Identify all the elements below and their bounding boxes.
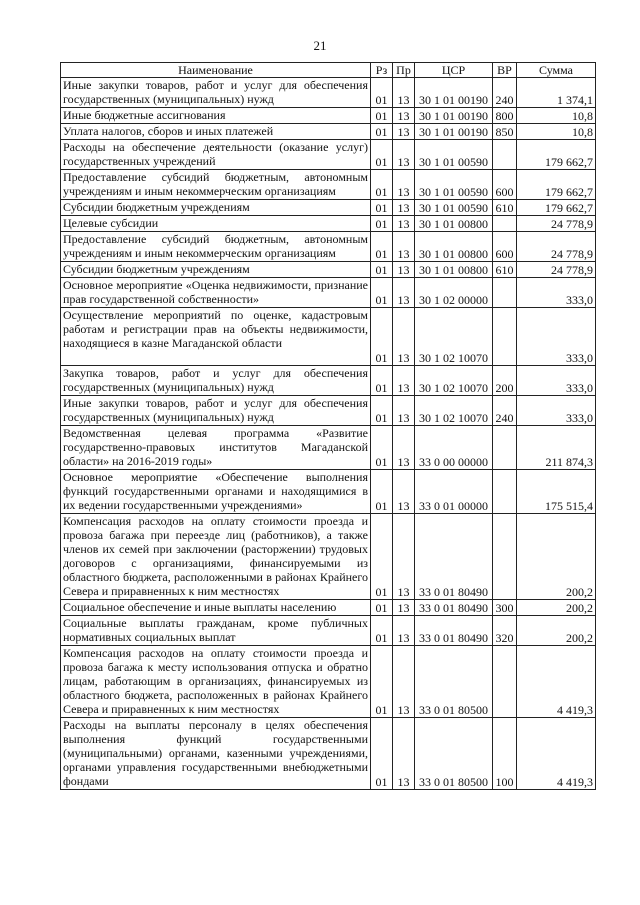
row-sum-cell: 24 778,9 bbox=[517, 232, 596, 262]
row-name-cell: Осуществление мероприятий по оценке, кадастровым работам и регистрации прав на объекты недвижимости, находящиеся в казне Магаданской области bbox=[61, 308, 371, 366]
row-sum-cell: 10,8 bbox=[517, 124, 596, 140]
row-pr-cell: 13 bbox=[393, 124, 415, 140]
table-row bbox=[61, 278, 596, 308]
row-vr-cell bbox=[493, 140, 517, 170]
row-rz-cell: 01 bbox=[371, 514, 393, 600]
table-row bbox=[61, 232, 596, 262]
row-csr-cell: 33 0 01 00000 bbox=[415, 470, 493, 514]
header-row bbox=[61, 63, 596, 78]
row-sum-cell: 179 662,7 bbox=[517, 140, 596, 170]
row-pr-cell: 13 bbox=[393, 308, 415, 366]
row-pr-cell: 13 bbox=[393, 514, 415, 600]
row-vr-cell: 850 bbox=[493, 124, 517, 140]
row-name-cell: Социальные выплаты гражданам, кроме публичных нормативных социальных выплат bbox=[61, 616, 371, 646]
row-pr-cell: 13 bbox=[393, 278, 415, 308]
row-csr-cell: 30 1 02 00000 bbox=[415, 278, 493, 308]
row-vr-cell: 600 bbox=[493, 170, 517, 200]
row-rz-cell: 01 bbox=[371, 470, 393, 514]
row-rz-cell: 01 bbox=[371, 600, 393, 616]
row-sum-cell: 4 419,3 bbox=[517, 646, 596, 718]
table-row bbox=[61, 140, 596, 170]
row-sum-cell: 333,0 bbox=[517, 278, 596, 308]
row-csr-cell: 30 1 01 00590 bbox=[415, 170, 493, 200]
row-name-cell: Субсидии бюджетным учреждениям bbox=[61, 262, 371, 278]
row-rz-cell: 01 bbox=[371, 426, 393, 470]
table-row bbox=[61, 646, 596, 718]
row-pr-cell: 13 bbox=[393, 108, 415, 124]
row-vr-cell: 610 bbox=[493, 262, 517, 278]
row-vr-cell: 240 bbox=[493, 78, 517, 108]
row-csr-cell: 33 0 01 80490 bbox=[415, 514, 493, 600]
row-rz-cell: 01 bbox=[371, 366, 393, 396]
row-pr-cell: 13 bbox=[393, 366, 415, 396]
row-csr-cell: 30 1 02 10070 bbox=[415, 308, 493, 366]
row-rz-cell: 01 bbox=[371, 78, 393, 108]
row-name-cell: Предоставление субсидий бюджетным, автономным учреждениям и иным некоммерческим организациям bbox=[61, 232, 371, 262]
row-pr-cell: 13 bbox=[393, 262, 415, 278]
row-vr-cell bbox=[493, 308, 517, 366]
table-row bbox=[61, 124, 596, 140]
row-csr-cell: 30 1 02 10070 bbox=[415, 396, 493, 426]
row-name-cell: Компенсация расходов на оплату стоимости проезда и провоза багажа при переезде лиц (работников), а также членов их семей при заключении (расторжении) трудовых договоров с организациями, финансируемыми из областного бюджета, расположенными в районах Крайнего Севера и приравненных к ним местностях bbox=[61, 514, 371, 600]
row-rz-cell: 01 bbox=[371, 200, 393, 216]
row-pr-cell: 13 bbox=[393, 616, 415, 646]
header-vr: ВР bbox=[493, 63, 517, 78]
row-sum-cell: 175 515,4 bbox=[517, 470, 596, 514]
row-pr-cell: 13 bbox=[393, 78, 415, 108]
row-sum-cell: 4 419,3 bbox=[517, 718, 596, 790]
row-csr-cell: 33 0 01 80500 bbox=[415, 718, 493, 790]
row-rz-cell: 01 bbox=[371, 308, 393, 366]
row-sum-cell: 200,2 bbox=[517, 514, 596, 600]
row-vr-cell: 320 bbox=[493, 616, 517, 646]
table-row bbox=[61, 366, 596, 396]
row-csr-cell: 33 0 01 80490 bbox=[415, 616, 493, 646]
row-sum-cell: 333,0 bbox=[517, 396, 596, 426]
table-row bbox=[61, 600, 596, 616]
row-csr-cell: 33 0 00 00000 bbox=[415, 426, 493, 470]
row-csr-cell: 33 0 01 80490 bbox=[415, 600, 493, 616]
table-row bbox=[61, 616, 596, 646]
row-rz-cell: 01 bbox=[371, 718, 393, 790]
row-sum-cell: 1 374,1 bbox=[517, 78, 596, 108]
row-csr-cell: 30 1 01 00590 bbox=[415, 140, 493, 170]
row-sum-cell: 179 662,7 bbox=[517, 170, 596, 200]
table-row bbox=[61, 308, 596, 366]
row-name-cell: Закупка товаров, работ и услуг для обеспечения государственных (муниципальных) нужд bbox=[61, 366, 371, 396]
row-name-cell: Расходы на обеспечение деятельности (оказание услуг) государственных учреждений bbox=[61, 140, 371, 170]
row-rz-cell: 01 bbox=[371, 232, 393, 262]
page-number: 21 bbox=[313, 38, 327, 53]
row-csr-cell: 30 1 01 00190 bbox=[415, 124, 493, 140]
row-pr-cell: 13 bbox=[393, 426, 415, 470]
row-rz-cell: 01 bbox=[371, 396, 393, 426]
row-csr-cell: 30 1 01 00800 bbox=[415, 216, 493, 232]
row-name-cell: Основное мероприятие «Обеспечение выполнения функций государственными органами и находящимися в их ведении государственными учреждениями» bbox=[61, 470, 371, 514]
row-sum-cell: 24 778,9 bbox=[517, 216, 596, 232]
table-row bbox=[61, 514, 596, 600]
row-pr-cell: 13 bbox=[393, 600, 415, 616]
table-row bbox=[61, 200, 596, 216]
row-pr-cell: 13 bbox=[393, 140, 415, 170]
table-row bbox=[61, 170, 596, 200]
row-vr-cell: 200 bbox=[493, 366, 517, 396]
row-name-cell: Расходы на выплаты персоналу в целях обеспечения выполнения функций государственными (муниципальными) органами, казенными учреждениями, органами управления государственными внебюджетными фондами bbox=[61, 718, 371, 790]
row-vr-cell bbox=[493, 426, 517, 470]
row-name-cell: Целевые субсидии bbox=[61, 216, 371, 232]
row-csr-cell: 30 1 01 00190 bbox=[415, 108, 493, 124]
row-pr-cell: 13 bbox=[393, 470, 415, 514]
table-row bbox=[61, 216, 596, 232]
table-row bbox=[61, 470, 596, 514]
header-pr: Пр bbox=[393, 63, 415, 78]
table-row bbox=[61, 108, 596, 124]
table-row bbox=[61, 78, 596, 108]
row-csr-cell: 30 1 01 00190 bbox=[415, 78, 493, 108]
row-vr-cell bbox=[493, 216, 517, 232]
table-row bbox=[61, 426, 596, 470]
row-sum-cell: 211 874,3 bbox=[517, 426, 596, 470]
budget-table bbox=[60, 62, 596, 790]
row-csr-cell: 30 1 01 00800 bbox=[415, 262, 493, 278]
row-name-cell: Уплата налогов, сборов и иных платежей bbox=[61, 124, 371, 140]
header-sum: Сумма bbox=[517, 63, 596, 78]
row-rz-cell: 01 bbox=[371, 278, 393, 308]
row-sum-cell: 179 662,7 bbox=[517, 200, 596, 216]
table-row bbox=[61, 718, 596, 790]
row-vr-cell: 610 bbox=[493, 200, 517, 216]
row-sum-cell: 333,0 bbox=[517, 308, 596, 366]
row-pr-cell: 13 bbox=[393, 170, 415, 200]
header-csr: ЦСР bbox=[415, 63, 493, 78]
row-rz-cell: 01 bbox=[371, 140, 393, 170]
row-sum-cell: 200,2 bbox=[517, 616, 596, 646]
row-sum-cell: 24 778,9 bbox=[517, 262, 596, 278]
row-name-cell: Иные закупки товаров, работ и услуг для обеспечения государственных (муниципальных) нужд bbox=[61, 78, 371, 108]
header-name: Наименование bbox=[61, 63, 371, 78]
row-name-cell: Основное мероприятие «Оценка недвижимости, признание прав государственной собственности» bbox=[61, 278, 371, 308]
row-pr-cell: 13 bbox=[393, 646, 415, 718]
row-pr-cell: 13 bbox=[393, 216, 415, 232]
row-vr-cell: 100 bbox=[493, 718, 517, 790]
header-rz: Рз bbox=[371, 63, 393, 78]
row-rz-cell: 01 bbox=[371, 646, 393, 718]
row-csr-cell: 33 0 01 80500 bbox=[415, 646, 493, 718]
row-rz-cell: 01 bbox=[371, 108, 393, 124]
row-vr-cell bbox=[493, 646, 517, 718]
row-vr-cell bbox=[493, 470, 517, 514]
row-name-cell: Иные бюджетные ассигнования bbox=[61, 108, 371, 124]
row-csr-cell: 30 1 01 00800 bbox=[415, 232, 493, 262]
row-vr-cell: 800 bbox=[493, 108, 517, 124]
row-name-cell: Предоставление субсидий бюджетным, автономным учреждениям и иным некоммерческим организациям bbox=[61, 170, 371, 200]
row-pr-cell: 13 bbox=[393, 396, 415, 426]
row-vr-cell: 600 bbox=[493, 232, 517, 262]
row-rz-cell: 01 bbox=[371, 124, 393, 140]
row-name-cell: Иные закупки товаров, работ и услуг для обеспечения государственных (муниципальных) нужд bbox=[61, 396, 371, 426]
row-vr-cell: 300 bbox=[493, 600, 517, 616]
row-rz-cell: 01 bbox=[371, 170, 393, 200]
row-name-cell: Ведомственная целевая программа «Развитие государственно-правовых институтов Магаданской области» на 2016-2019 годы» bbox=[61, 426, 371, 470]
row-rz-cell: 01 bbox=[371, 262, 393, 278]
row-pr-cell: 13 bbox=[393, 718, 415, 790]
table-row bbox=[61, 396, 596, 426]
table-row bbox=[61, 262, 596, 278]
row-vr-cell: 240 bbox=[493, 396, 517, 426]
row-sum-cell: 333,0 bbox=[517, 366, 596, 396]
row-csr-cell: 30 1 02 10070 bbox=[415, 366, 493, 396]
row-csr-cell: 30 1 01 00590 bbox=[415, 200, 493, 216]
row-sum-cell: 10,8 bbox=[517, 108, 596, 124]
row-name-cell: Субсидии бюджетным учреждениям bbox=[61, 200, 371, 216]
row-name-cell: Компенсация расходов на оплату стоимости проезда и провоза багажа к месту использования отпуска и обратно лицам, работающим в организациях, финансируемых из областного бюджета, расположенных в районах Крайнего Севера и приравненных к ним местностях bbox=[61, 646, 371, 718]
row-vr-cell bbox=[493, 514, 517, 600]
row-sum-cell: 200,2 bbox=[517, 600, 596, 616]
row-rz-cell: 01 bbox=[371, 616, 393, 646]
row-pr-cell: 13 bbox=[393, 200, 415, 216]
row-vr-cell bbox=[493, 278, 517, 308]
row-rz-cell: 01 bbox=[371, 216, 393, 232]
row-name-cell: Социальное обеспечение и иные выплаты населению bbox=[61, 600, 371, 616]
row-pr-cell: 13 bbox=[393, 232, 415, 262]
